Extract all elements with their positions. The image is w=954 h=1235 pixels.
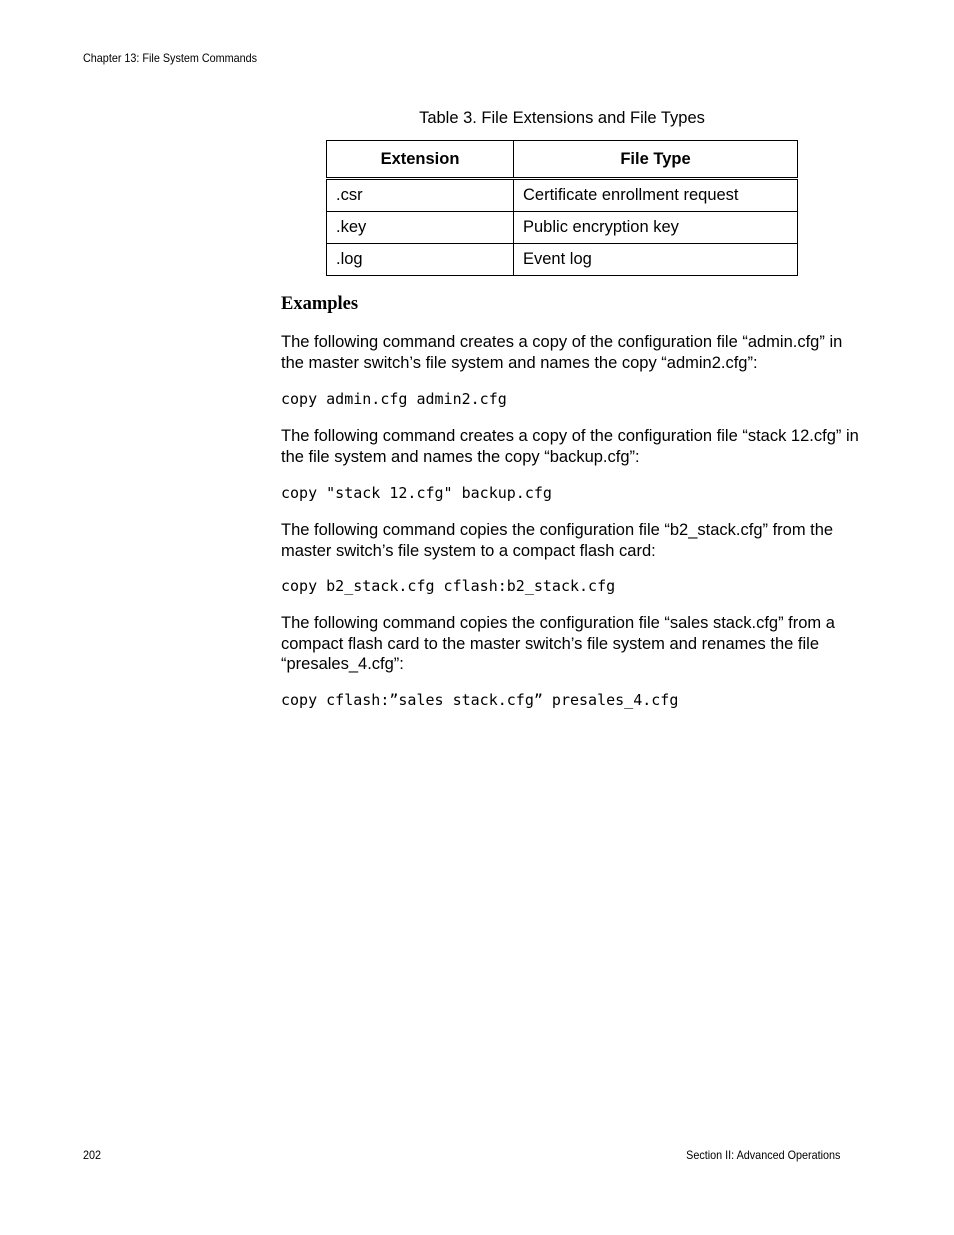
example-description: The following command copies the configuration file “sales stack.cfg” from a compact flash card to the master switch’s file system and renames the file “presales_4.cfg”: [281, 614, 835, 674]
page-number: 202 [83, 1148, 102, 1162]
cell-extension: .csr [327, 179, 514, 212]
table-caption: Table 3. File Extensions and File Types [419, 109, 705, 127]
example-command: copy "stack 12.cfg" backup.cfg [281, 484, 552, 502]
column-header-file-type: File Type [514, 141, 798, 179]
example-description: The following command copies the configuration file “b2_stack.cfg” from the master switch’s file system to a compact flash card: [281, 521, 834, 560]
table-row [327, 179, 798, 212]
column-header-extension: Extension [327, 141, 514, 179]
cell-file-type: Public encryption key [514, 212, 798, 244]
example-description: The following command creates a copy of the configuration file “stack 12.cfg” in the file system and names the copy “backup.cfg”: [281, 427, 859, 466]
section-title: Section II: Advanced Operations [685, 1148, 840, 1162]
table-header-row [327, 141, 798, 179]
example-description: The following command creates a copy of the configuration file “admin.cfg” in the master switch’s file system and names the copy “admin2.cfg”: [281, 333, 843, 372]
file-extensions-table [326, 140, 798, 276]
cell-extension: .log [327, 244, 514, 276]
cell-file-type: Certificate enrollment request [514, 179, 798, 212]
table-row [327, 244, 798, 276]
cell-extension: .key [327, 212, 514, 244]
example-command: copy cflash:”sales stack.cfg” presales_4.cfg [281, 691, 679, 709]
example-command: copy b2_stack.cfg cflash:b2_stack.cfg [281, 577, 616, 595]
example-command: copy admin.cfg admin2.cfg [281, 390, 507, 408]
cell-file-type: Event log [514, 244, 798, 276]
table-row [327, 212, 798, 244]
examples-heading: Examples [281, 294, 359, 314]
running-header: Chapter 13: File System Commands [83, 51, 258, 65]
